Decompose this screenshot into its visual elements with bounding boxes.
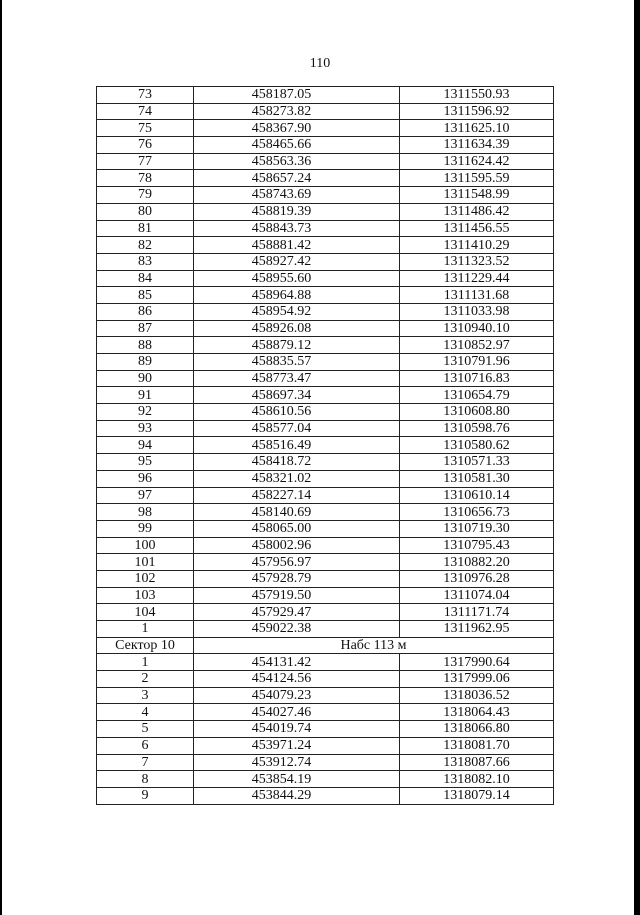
table-row	[97, 187, 554, 204]
y-coordinate-cell: 1317999.06	[400, 671, 554, 688]
x-coordinate-cell: 458577.04	[194, 420, 400, 437]
y-coordinate-cell: 1310852.97	[400, 337, 554, 354]
point-number-cell: 102	[97, 570, 194, 587]
table-row	[97, 504, 554, 521]
point-number-cell: 74	[97, 103, 194, 120]
y-coordinate-cell: 1311033.98	[400, 303, 554, 320]
x-coordinate-cell: 457956.97	[194, 554, 400, 571]
x-coordinate-cell: 458881.42	[194, 237, 400, 254]
point-number-cell: 6	[97, 737, 194, 754]
point-number-cell: 75	[97, 120, 194, 137]
table-row	[97, 354, 554, 371]
table-row	[97, 237, 554, 254]
table-row	[97, 320, 554, 337]
point-number-cell: 90	[97, 370, 194, 387]
x-coordinate-cell: 458002.96	[194, 537, 400, 554]
y-coordinate-cell: 1311171.74	[400, 604, 554, 621]
y-coordinate-cell: 1318079.14	[400, 787, 554, 804]
sector-label: Сектор 10	[97, 637, 194, 654]
table-row	[97, 570, 554, 587]
point-number-cell: 4	[97, 704, 194, 721]
x-coordinate-cell: 458955.60	[194, 270, 400, 287]
y-coordinate-cell: 1311962.95	[400, 621, 554, 638]
table-row	[97, 587, 554, 604]
point-number-cell: 89	[97, 354, 194, 371]
x-coordinate-cell: 458843.73	[194, 220, 400, 237]
coordinates-table	[96, 86, 554, 805]
x-coordinate-cell: 458697.34	[194, 387, 400, 404]
table-row	[97, 220, 554, 237]
point-number-cell: 1	[97, 654, 194, 671]
y-coordinate-cell: 1311624.42	[400, 153, 554, 170]
y-coordinate-cell: 1317990.64	[400, 654, 554, 671]
sector-header-row	[97, 637, 554, 654]
y-coordinate-cell: 1310716.83	[400, 370, 554, 387]
x-coordinate-cell: 458835.57	[194, 354, 400, 371]
y-coordinate-cell: 1311595.59	[400, 170, 554, 187]
y-coordinate-cell: 1311548.99	[400, 187, 554, 204]
point-number-cell: 95	[97, 454, 194, 471]
point-number-cell: 79	[97, 187, 194, 204]
table-row	[97, 120, 554, 137]
point-number-cell: 96	[97, 470, 194, 487]
x-coordinate-cell: 458610.56	[194, 404, 400, 421]
x-coordinate-cell: 458273.82	[194, 103, 400, 120]
y-coordinate-cell: 1318064.43	[400, 704, 554, 721]
table-row	[97, 270, 554, 287]
x-coordinate-cell: 458516.49	[194, 437, 400, 454]
point-number-cell: 104	[97, 604, 194, 621]
table-row	[97, 487, 554, 504]
x-coordinate-cell: 458563.36	[194, 153, 400, 170]
point-number-cell: 76	[97, 137, 194, 154]
sector-table-row	[97, 687, 554, 704]
point-number-cell: 98	[97, 504, 194, 521]
table-row	[97, 470, 554, 487]
x-coordinate-cell: 458367.90	[194, 120, 400, 137]
point-number-cell: 5	[97, 721, 194, 738]
y-coordinate-cell: 1310940.10	[400, 320, 554, 337]
x-coordinate-cell: 453971.24	[194, 737, 400, 754]
y-coordinate-cell: 1311596.92	[400, 103, 554, 120]
y-coordinate-cell: 1310882.20	[400, 554, 554, 571]
sector-table-row	[97, 704, 554, 721]
x-coordinate-cell: 457928.79	[194, 570, 400, 587]
x-coordinate-cell: 458879.12	[194, 337, 400, 354]
table-row	[97, 370, 554, 387]
point-number-cell: 1	[97, 621, 194, 638]
x-coordinate-cell: 454079.23	[194, 687, 400, 704]
x-coordinate-cell: 458743.69	[194, 187, 400, 204]
point-number-cell: 82	[97, 237, 194, 254]
point-number-cell: 73	[97, 87, 194, 104]
y-coordinate-cell: 1311486.42	[400, 203, 554, 220]
table-row	[97, 520, 554, 537]
y-coordinate-cell: 1311074.04	[400, 587, 554, 604]
x-coordinate-cell: 458321.02	[194, 470, 400, 487]
x-coordinate-cell: 457919.50	[194, 587, 400, 604]
point-number-cell: 91	[97, 387, 194, 404]
sector-height: Набс 113 м	[194, 637, 554, 654]
point-number-cell: 8	[97, 771, 194, 788]
point-number-cell: 83	[97, 253, 194, 270]
table-row	[97, 337, 554, 354]
x-coordinate-cell: 453912.74	[194, 754, 400, 771]
y-coordinate-cell: 1310654.79	[400, 387, 554, 404]
y-coordinate-cell: 1311323.52	[400, 253, 554, 270]
table-row	[97, 437, 554, 454]
table-row	[97, 554, 554, 571]
y-coordinate-cell: 1311131.68	[400, 287, 554, 304]
scan-border-left	[0, 0, 2, 915]
y-coordinate-cell: 1318087.66	[400, 754, 554, 771]
table-row	[97, 287, 554, 304]
page-number: 110	[309, 56, 331, 71]
y-coordinate-cell: 1310580.62	[400, 437, 554, 454]
table-row	[97, 253, 554, 270]
y-coordinate-cell: 1310791.96	[400, 354, 554, 371]
y-coordinate-cell: 1311456.55	[400, 220, 554, 237]
y-coordinate-cell: 1318066.80	[400, 721, 554, 738]
point-number-cell: 87	[97, 320, 194, 337]
point-number-cell: 7	[97, 754, 194, 771]
x-coordinate-cell: 453844.29	[194, 787, 400, 804]
point-number-cell: 85	[97, 287, 194, 304]
point-number-cell: 99	[97, 520, 194, 537]
point-number-cell: 78	[97, 170, 194, 187]
point-number-cell: 88	[97, 337, 194, 354]
point-number-cell: 97	[97, 487, 194, 504]
table-row	[97, 387, 554, 404]
point-number-cell: 86	[97, 303, 194, 320]
x-coordinate-cell: 458773.47	[194, 370, 400, 387]
y-coordinate-cell: 1310610.14	[400, 487, 554, 504]
scan-border-right	[634, 0, 640, 915]
x-coordinate-cell: 454131.42	[194, 654, 400, 671]
x-coordinate-cell: 458187.05	[194, 87, 400, 104]
x-coordinate-cell: 454124.56	[194, 671, 400, 688]
table-row	[97, 454, 554, 471]
table-row	[97, 420, 554, 437]
x-coordinate-cell: 458819.39	[194, 203, 400, 220]
coordinates-table-body	[97, 87, 554, 805]
x-coordinate-cell: 458927.42	[194, 253, 400, 270]
y-coordinate-cell: 1310976.28	[400, 570, 554, 587]
point-number-cell: 2	[97, 671, 194, 688]
y-coordinate-cell: 1310571.33	[400, 454, 554, 471]
sector-table-row	[97, 737, 554, 754]
point-number-cell: 3	[97, 687, 194, 704]
y-coordinate-cell: 1311625.10	[400, 120, 554, 137]
y-coordinate-cell: 1318036.52	[400, 687, 554, 704]
point-number-cell: 84	[97, 270, 194, 287]
y-coordinate-cell: 1311229.44	[400, 270, 554, 287]
x-coordinate-cell: 458954.92	[194, 303, 400, 320]
x-coordinate-cell: 458964.88	[194, 287, 400, 304]
x-coordinate-cell: 458065.00	[194, 520, 400, 537]
y-coordinate-cell: 1310795.43	[400, 537, 554, 554]
sector-table-row	[97, 771, 554, 788]
x-coordinate-cell: 458227.14	[194, 487, 400, 504]
y-coordinate-cell: 1318082.10	[400, 771, 554, 788]
point-number-cell: 92	[97, 404, 194, 421]
y-coordinate-cell: 1318081.70	[400, 737, 554, 754]
table-row	[97, 537, 554, 554]
y-coordinate-cell: 1310656.73	[400, 504, 554, 521]
x-coordinate-cell: 458926.08	[194, 320, 400, 337]
table-row	[97, 153, 554, 170]
sector-table-row	[97, 787, 554, 804]
point-number-cell: 103	[97, 587, 194, 604]
sector-table-row	[97, 721, 554, 738]
y-coordinate-cell: 1310719.30	[400, 520, 554, 537]
point-number-cell: 101	[97, 554, 194, 571]
x-coordinate-cell: 458140.69	[194, 504, 400, 521]
point-number-cell: 93	[97, 420, 194, 437]
point-number-cell: 94	[97, 437, 194, 454]
x-coordinate-cell: 453854.19	[194, 771, 400, 788]
table-row	[97, 170, 554, 187]
x-coordinate-cell: 458465.66	[194, 137, 400, 154]
x-coordinate-cell: 457929.47	[194, 604, 400, 621]
sector-table-row	[97, 754, 554, 771]
table-row	[97, 604, 554, 621]
x-coordinate-cell: 458657.24	[194, 170, 400, 187]
x-coordinate-cell: 459022.38	[194, 621, 400, 638]
table-row	[97, 303, 554, 320]
sector-table-row	[97, 654, 554, 671]
y-coordinate-cell: 1310581.30	[400, 470, 554, 487]
table-row	[97, 203, 554, 220]
x-coordinate-cell: 458418.72	[194, 454, 400, 471]
table-row	[97, 621, 554, 638]
y-coordinate-cell: 1310598.76	[400, 420, 554, 437]
point-number-cell: 80	[97, 203, 194, 220]
point-number-cell: 9	[97, 787, 194, 804]
table-row	[97, 87, 554, 104]
table-row	[97, 137, 554, 154]
sector-table-row	[97, 671, 554, 688]
table-row	[97, 103, 554, 120]
y-coordinate-cell: 1310608.80	[400, 404, 554, 421]
y-coordinate-cell: 1311550.93	[400, 87, 554, 104]
table-row	[97, 404, 554, 421]
x-coordinate-cell: 454019.74	[194, 721, 400, 738]
point-number-cell: 77	[97, 153, 194, 170]
x-coordinate-cell: 454027.46	[194, 704, 400, 721]
point-number-cell: 81	[97, 220, 194, 237]
point-number-cell: 100	[97, 537, 194, 554]
y-coordinate-cell: 1311634.39	[400, 137, 554, 154]
y-coordinate-cell: 1311410.29	[400, 237, 554, 254]
